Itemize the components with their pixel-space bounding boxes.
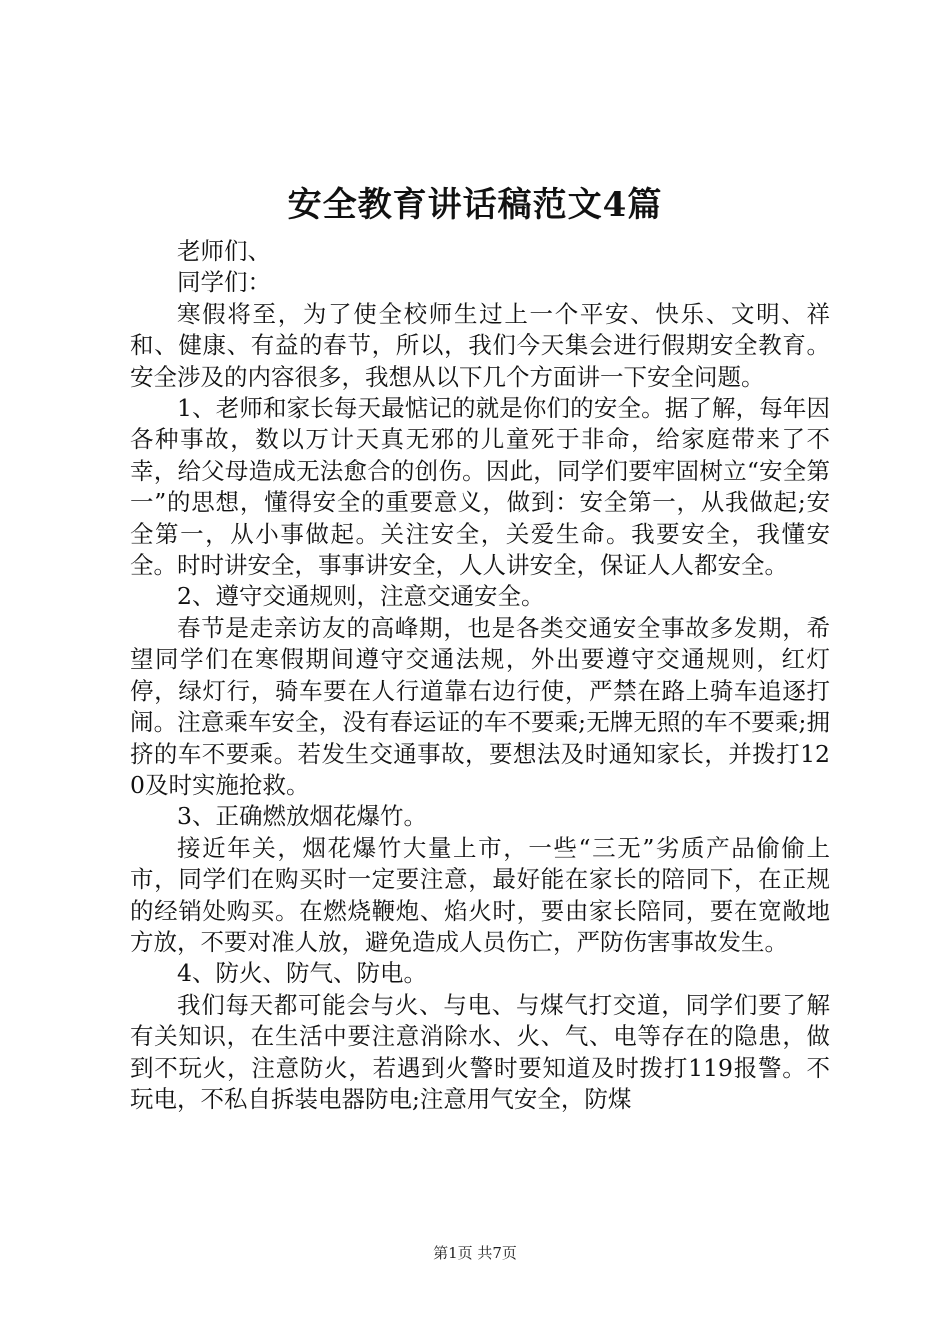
section-1-paragraph: 1、老师和家长每天最惦记的就是你们的安全。据了解，每年因各种事故，数以万计天真无邪的儿童死于非命，给家庭带来了不幸，给父母造成无法愈合的创伤。因此，同学们要牢固树立“安全第一”的思想，懂得安全的重要意义，做到：安全第一，从我做起;安全第一，从小事做起。关注安全，关爱生命。我要安全，我懂安全。时时讲安全，事事讲安全，人人讲安全，保证人人都安全。 [130,394,830,580]
document-body [130,236,830,1115]
section-3-paragraph: 接近年关，烟花爆竹大量上市，一些“三无”劣质产品偷偷上市，同学们在购买时一定要注意，最好能在家长的陪同下，在正规的经销处购买。在燃烧鞭炮、焰火时，要由家长陪同，要在宽敞地方放，不要对准人放，避免造成人员伤亡，严防伤害事故发生。 [130,833,830,956]
salutation-students: 同学们： [177,268,271,297]
intro-paragraph: 寒假将至，为了使全校师生过上一个平安、快乐、文明、祥和、健康、有益的春节，所以，我们今天集会进行假期安全教育。安全涉及的内容很多，我想从以下几个方面讲一下安全问题。 [130,299,830,391]
section-2-heading: 2、遵守交通规则，注意交通安全。 [177,582,545,611]
salutation-teachers: 老师们、 [177,237,271,265]
page-footer: 第1页 共7页 [433,1244,517,1262]
section-4-heading: 4、防火、防气、防电。 [177,959,427,988]
section-4-paragraph: 我们每天都可能会与火、与电、与煤气打交道，同学们要了解有关知识，在生活中要注意消除水、火、气、电等存在的隐患，做到不玩火，注意防火，若遇到火警时要知道及时拨打119报警。不玩电，不私自拆装电器防电;注意用气安全，防煤 [130,990,830,1113]
document-title: 安全教育讲话稿范文4篇 [287,185,663,225]
section-2-paragraph: 春节是走亲访友的高峰期，也是各类交通安全事故多发期，希望同学们在寒假期间遵守交通法规，外出要遵守交通规则，红灯停，绿灯行，骑车要在人行道靠右边行使，严禁在路上骑车追逐打闹。注意乘车安全，没有春运证的车不要乘;无牌无照的车不要乘;拥挤的车不要乘。若发生交通事故，要想法及时通知家长，并拨打120及时实施抢救。 [130,613,830,799]
section-3-heading: 3、正确燃放烟花爆竹。 [177,802,427,831]
